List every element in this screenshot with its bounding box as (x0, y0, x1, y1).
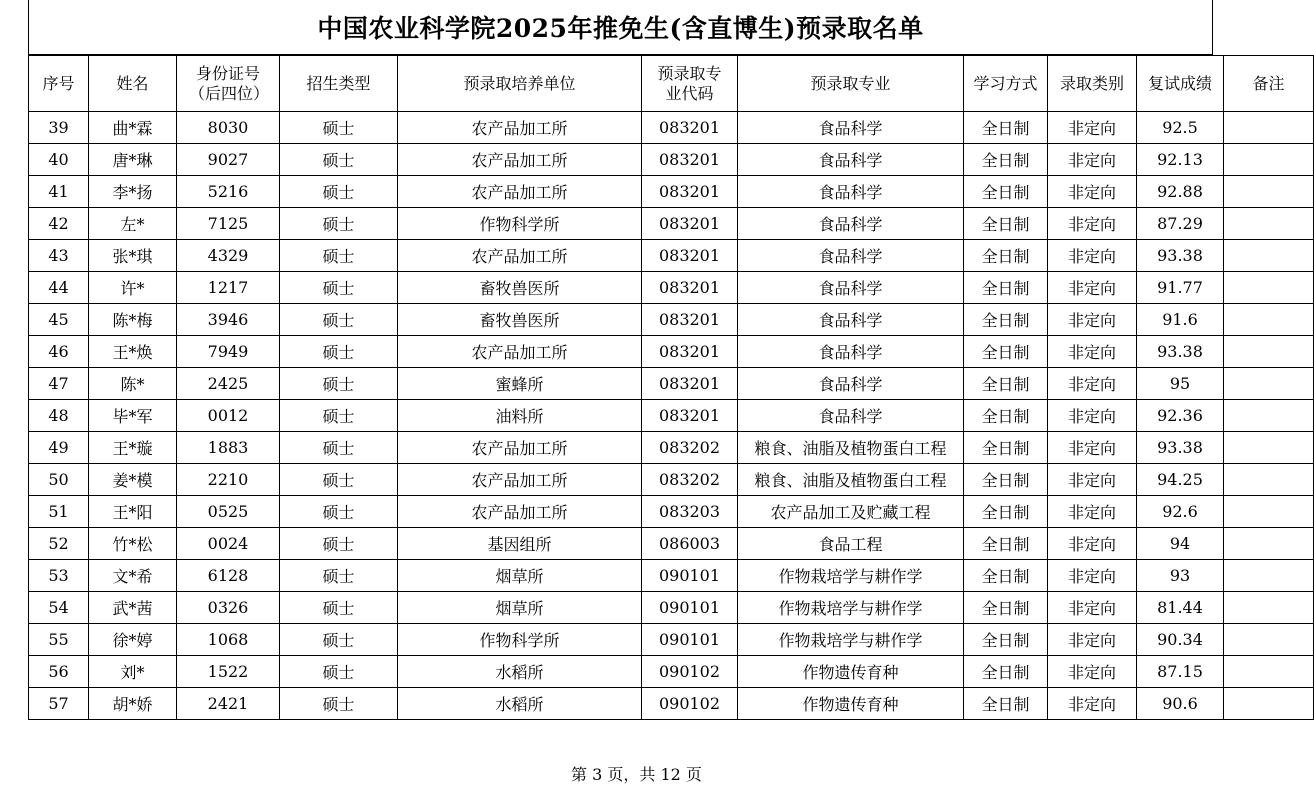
table-row (29, 432, 1314, 464)
cell-major-code: 083201 (642, 304, 738, 336)
cell-category: 非定向 (1048, 112, 1137, 144)
cell-index: 44 (29, 272, 89, 304)
cell-study-mode: 全日制 (964, 400, 1048, 432)
cell-study-mode: 全日制 (964, 464, 1048, 496)
cell-category: 非定向 (1048, 464, 1137, 496)
cell-enroll-type: 硕士 (280, 560, 398, 592)
cell-major-code: 083201 (642, 112, 738, 144)
cell-enroll-type: 硕士 (280, 464, 398, 496)
cell-study-mode: 全日制 (964, 656, 1048, 688)
cell-score: 93.38 (1137, 240, 1224, 272)
cell-name: 李*扬 (89, 176, 177, 208)
cell-major: 食品科学 (738, 400, 964, 432)
cell-category: 非定向 (1048, 496, 1137, 528)
cell-score: 81.44 (1137, 592, 1224, 624)
cell-name: 武*茜 (89, 592, 177, 624)
cell-study-mode: 全日制 (964, 560, 1048, 592)
cell-enroll-type: 硕士 (280, 656, 398, 688)
cell-id-last4: 5216 (177, 176, 280, 208)
cell-study-mode: 全日制 (964, 272, 1048, 304)
table-row (29, 688, 1314, 720)
cell-remarks (1224, 240, 1314, 272)
cell-remarks (1224, 560, 1314, 592)
cell-score: 87.29 (1137, 208, 1224, 240)
cell-unit: 农产品加工所 (398, 336, 642, 368)
cell-index: 53 (29, 560, 89, 592)
cell-unit: 农产品加工所 (398, 144, 642, 176)
cell-remarks (1224, 272, 1314, 304)
table-header-row (29, 56, 1314, 112)
cell-remarks (1224, 464, 1314, 496)
cell-unit: 基因组所 (398, 528, 642, 560)
cell-category: 非定向 (1048, 176, 1137, 208)
cell-unit: 农产品加工所 (398, 112, 642, 144)
cell-id-last4: 3946 (177, 304, 280, 336)
cell-category: 非定向 (1048, 688, 1137, 720)
cell-remarks (1224, 176, 1314, 208)
cell-remarks (1224, 304, 1314, 336)
cell-remarks (1224, 144, 1314, 176)
cell-score: 94 (1137, 528, 1224, 560)
cell-id-last4: 7125 (177, 208, 280, 240)
cell-index: 51 (29, 496, 89, 528)
cell-id-last4: 0326 (177, 592, 280, 624)
document-title: 中国农业科学院2025年推免生(含直博生)预录取名单 (28, 0, 1213, 55)
cell-major: 农产品加工及贮藏工程 (738, 496, 964, 528)
cell-id-last4: 1217 (177, 272, 280, 304)
cell-major-code: 083202 (642, 432, 738, 464)
cell-study-mode: 全日制 (964, 208, 1048, 240)
cell-id-last4: 1883 (177, 432, 280, 464)
cell-category: 非定向 (1048, 240, 1137, 272)
cell-major: 作物遗传育种 (738, 688, 964, 720)
cell-index: 49 (29, 432, 89, 464)
cell-category: 非定向 (1048, 304, 1137, 336)
cell-study-mode: 全日制 (964, 368, 1048, 400)
cell-unit: 水稻所 (398, 656, 642, 688)
cell-id-last4: 1522 (177, 656, 280, 688)
cell-study-mode: 全日制 (964, 592, 1048, 624)
cell-remarks (1224, 432, 1314, 464)
cell-study-mode: 全日制 (964, 304, 1048, 336)
cell-major-code: 083201 (642, 368, 738, 400)
cell-study-mode: 全日制 (964, 528, 1048, 560)
cell-major: 食品科学 (738, 272, 964, 304)
cell-name: 许* (89, 272, 177, 304)
cell-score: 95 (1137, 368, 1224, 400)
cell-major-code: 083201 (642, 176, 738, 208)
cell-category: 非定向 (1048, 656, 1137, 688)
cell-score: 92.36 (1137, 400, 1224, 432)
cell-id-last4: 2421 (177, 688, 280, 720)
cell-study-mode: 全日制 (964, 336, 1048, 368)
cell-study-mode: 全日制 (964, 144, 1048, 176)
cell-major: 粮食、油脂及植物蛋白工程 (738, 464, 964, 496)
cell-remarks (1224, 400, 1314, 432)
header-enroll-type: 招生类型 (280, 56, 398, 112)
cell-unit: 蜜蜂所 (398, 368, 642, 400)
cell-name: 张*琪 (89, 240, 177, 272)
cell-unit: 畜牧兽医所 (398, 272, 642, 304)
cell-enroll-type: 硕士 (280, 112, 398, 144)
cell-major: 食品科学 (738, 304, 964, 336)
cell-enroll-type: 硕士 (280, 592, 398, 624)
cell-enroll-type: 硕士 (280, 176, 398, 208)
cell-score: 93.38 (1137, 336, 1224, 368)
cell-unit: 作物科学所 (398, 208, 642, 240)
cell-study-mode: 全日制 (964, 624, 1048, 656)
cell-id-last4: 0024 (177, 528, 280, 560)
cell-enroll-type: 硕士 (280, 496, 398, 528)
cell-id-last4: 8030 (177, 112, 280, 144)
cell-enroll-type: 硕士 (280, 336, 398, 368)
cell-major: 作物栽培学与耕作学 (738, 624, 964, 656)
cell-remarks (1224, 592, 1314, 624)
cell-name: 曲*霖 (89, 112, 177, 144)
cell-unit: 烟草所 (398, 560, 642, 592)
cell-name: 唐*琳 (89, 144, 177, 176)
cell-id-last4: 1068 (177, 624, 280, 656)
cell-unit: 农产品加工所 (398, 176, 642, 208)
cell-remarks (1224, 496, 1314, 528)
cell-score: 91.77 (1137, 272, 1224, 304)
cell-index: 43 (29, 240, 89, 272)
cell-major-code: 083201 (642, 144, 738, 176)
cell-score: 92.6 (1137, 496, 1224, 528)
cell-category: 非定向 (1048, 400, 1137, 432)
cell-major-code: 083203 (642, 496, 738, 528)
cell-category: 非定向 (1048, 528, 1137, 560)
cell-score: 92.13 (1137, 144, 1224, 176)
cell-remarks (1224, 112, 1314, 144)
header-id-last4: 身份证号（后四位） (177, 56, 280, 112)
table-row (29, 144, 1314, 176)
cell-name: 姜*模 (89, 464, 177, 496)
cell-study-mode: 全日制 (964, 240, 1048, 272)
admission-table (28, 55, 1314, 720)
cell-unit: 农产品加工所 (398, 464, 642, 496)
cell-study-mode: 全日制 (964, 432, 1048, 464)
table-row (29, 560, 1314, 592)
cell-id-last4: 0012 (177, 400, 280, 432)
cell-name: 王*焕 (89, 336, 177, 368)
cell-unit: 畜牧兽医所 (398, 304, 642, 336)
cell-major: 食品科学 (738, 208, 964, 240)
cell-major: 作物遗传育种 (738, 656, 964, 688)
cell-enroll-type: 硕士 (280, 304, 398, 336)
table-row (29, 208, 1314, 240)
header-unit: 预录取培养单位 (398, 56, 642, 112)
cell-score: 87.15 (1137, 656, 1224, 688)
table-row (29, 624, 1314, 656)
cell-score: 94.25 (1137, 464, 1224, 496)
cell-major-code: 083202 (642, 464, 738, 496)
cell-unit: 水稻所 (398, 688, 642, 720)
cell-major-code: 083201 (642, 336, 738, 368)
header-remarks: 备注 (1224, 56, 1314, 112)
cell-index: 40 (29, 144, 89, 176)
header-major-code: 预录取专业代码 (642, 56, 738, 112)
cell-enroll-type: 硕士 (280, 400, 398, 432)
table-row (29, 272, 1314, 304)
cell-name: 毕*军 (89, 400, 177, 432)
table-row (29, 112, 1314, 144)
cell-score: 91.6 (1137, 304, 1224, 336)
cell-enroll-type: 硕士 (280, 688, 398, 720)
cell-name: 王*阳 (89, 496, 177, 528)
cell-major-code: 090101 (642, 560, 738, 592)
cell-remarks (1224, 688, 1314, 720)
cell-major: 食品科学 (738, 336, 964, 368)
cell-enroll-type: 硕士 (280, 432, 398, 464)
cell-id-last4: 9027 (177, 144, 280, 176)
table-row (29, 368, 1314, 400)
cell-major-code: 090101 (642, 624, 738, 656)
cell-major-code: 083201 (642, 208, 738, 240)
cell-name: 陈*梅 (89, 304, 177, 336)
cell-name: 陈* (89, 368, 177, 400)
cell-enroll-type: 硕士 (280, 144, 398, 176)
cell-study-mode: 全日制 (964, 112, 1048, 144)
cell-major-code: 090102 (642, 688, 738, 720)
cell-index: 41 (29, 176, 89, 208)
cell-major-code: 083201 (642, 240, 738, 272)
cell-index: 39 (29, 112, 89, 144)
cell-remarks (1224, 656, 1314, 688)
cell-enroll-type: 硕士 (280, 240, 398, 272)
cell-category: 非定向 (1048, 144, 1137, 176)
cell-remarks (1224, 528, 1314, 560)
cell-enroll-type: 硕士 (280, 368, 398, 400)
cell-index: 54 (29, 592, 89, 624)
cell-major: 作物栽培学与耕作学 (738, 592, 964, 624)
cell-name: 左* (89, 208, 177, 240)
cell-major: 粮食、油脂及植物蛋白工程 (738, 432, 964, 464)
cell-index: 48 (29, 400, 89, 432)
cell-index: 50 (29, 464, 89, 496)
cell-major-code: 083201 (642, 400, 738, 432)
table-row (29, 528, 1314, 560)
cell-unit: 油料所 (398, 400, 642, 432)
cell-name: 胡*娇 (89, 688, 177, 720)
header-index: 序号 (29, 56, 89, 112)
cell-study-mode: 全日制 (964, 688, 1048, 720)
cell-index: 45 (29, 304, 89, 336)
cell-study-mode: 全日制 (964, 176, 1048, 208)
table-row (29, 176, 1314, 208)
cell-index: 42 (29, 208, 89, 240)
cell-unit: 农产品加工所 (398, 432, 642, 464)
cell-category: 非定向 (1048, 624, 1137, 656)
cell-category: 非定向 (1048, 560, 1137, 592)
cell-major: 食品科学 (738, 240, 964, 272)
cell-major: 作物栽培学与耕作学 (738, 560, 964, 592)
cell-unit: 农产品加工所 (398, 240, 642, 272)
table-body (29, 112, 1314, 720)
cell-name: 文*希 (89, 560, 177, 592)
cell-remarks (1224, 336, 1314, 368)
cell-category: 非定向 (1048, 592, 1137, 624)
cell-category: 非定向 (1048, 336, 1137, 368)
cell-unit: 作物科学所 (398, 624, 642, 656)
document-sheet (28, 0, 1285, 720)
header-name: 姓名 (89, 56, 177, 112)
cell-index: 56 (29, 656, 89, 688)
cell-major: 食品科学 (738, 176, 964, 208)
table-row (29, 656, 1314, 688)
cell-name: 徐*婷 (89, 624, 177, 656)
header-major: 预录取专业 (738, 56, 964, 112)
cell-index: 46 (29, 336, 89, 368)
table-row (29, 400, 1314, 432)
header-category: 录取类别 (1048, 56, 1137, 112)
cell-major-code: 090102 (642, 656, 738, 688)
cell-unit: 烟草所 (398, 592, 642, 624)
cell-score: 92.88 (1137, 176, 1224, 208)
cell-study-mode: 全日制 (964, 496, 1048, 528)
cell-remarks (1224, 368, 1314, 400)
cell-score: 90.34 (1137, 624, 1224, 656)
cell-score: 92.5 (1137, 112, 1224, 144)
cell-name: 王*璇 (89, 432, 177, 464)
cell-major-code: 086003 (642, 528, 738, 560)
cell-remarks (1224, 208, 1314, 240)
table-row (29, 304, 1314, 336)
cell-score: 90.6 (1137, 688, 1224, 720)
cell-category: 非定向 (1048, 208, 1137, 240)
cell-index: 52 (29, 528, 89, 560)
cell-index: 57 (29, 688, 89, 720)
cell-unit: 农产品加工所 (398, 496, 642, 528)
cell-major: 食品科学 (738, 112, 964, 144)
cell-category: 非定向 (1048, 432, 1137, 464)
cell-major: 食品科学 (738, 144, 964, 176)
cell-id-last4: 2425 (177, 368, 280, 400)
cell-index: 47 (29, 368, 89, 400)
cell-id-last4: 2210 (177, 464, 280, 496)
cell-id-last4: 0525 (177, 496, 280, 528)
table-row (29, 592, 1314, 624)
cell-remarks (1224, 624, 1314, 656)
cell-id-last4: 7949 (177, 336, 280, 368)
cell-enroll-type: 硕士 (280, 624, 398, 656)
cell-major: 食品工程 (738, 528, 964, 560)
cell-score: 93.38 (1137, 432, 1224, 464)
cell-category: 非定向 (1048, 272, 1137, 304)
cell-major-code: 083201 (642, 272, 738, 304)
table-row (29, 336, 1314, 368)
cell-index: 55 (29, 624, 89, 656)
cell-score: 93 (1137, 560, 1224, 592)
header-study-mode: 学习方式 (964, 56, 1048, 112)
cell-enroll-type: 硕士 (280, 272, 398, 304)
cell-enroll-type: 硕士 (280, 528, 398, 560)
cell-major-code: 090101 (642, 592, 738, 624)
cell-id-last4: 4329 (177, 240, 280, 272)
cell-name: 竹*松 (89, 528, 177, 560)
table-row (29, 240, 1314, 272)
cell-enroll-type: 硕士 (280, 208, 398, 240)
page-number: 第 3 页，共 12 页 (571, 765, 702, 784)
table-row (29, 496, 1314, 528)
header-score: 复试成绩 (1137, 56, 1224, 112)
cell-id-last4: 6128 (177, 560, 280, 592)
table-row (29, 464, 1314, 496)
cell-major: 食品科学 (738, 368, 964, 400)
cell-category: 非定向 (1048, 368, 1137, 400)
cell-name: 刘* (89, 656, 177, 688)
